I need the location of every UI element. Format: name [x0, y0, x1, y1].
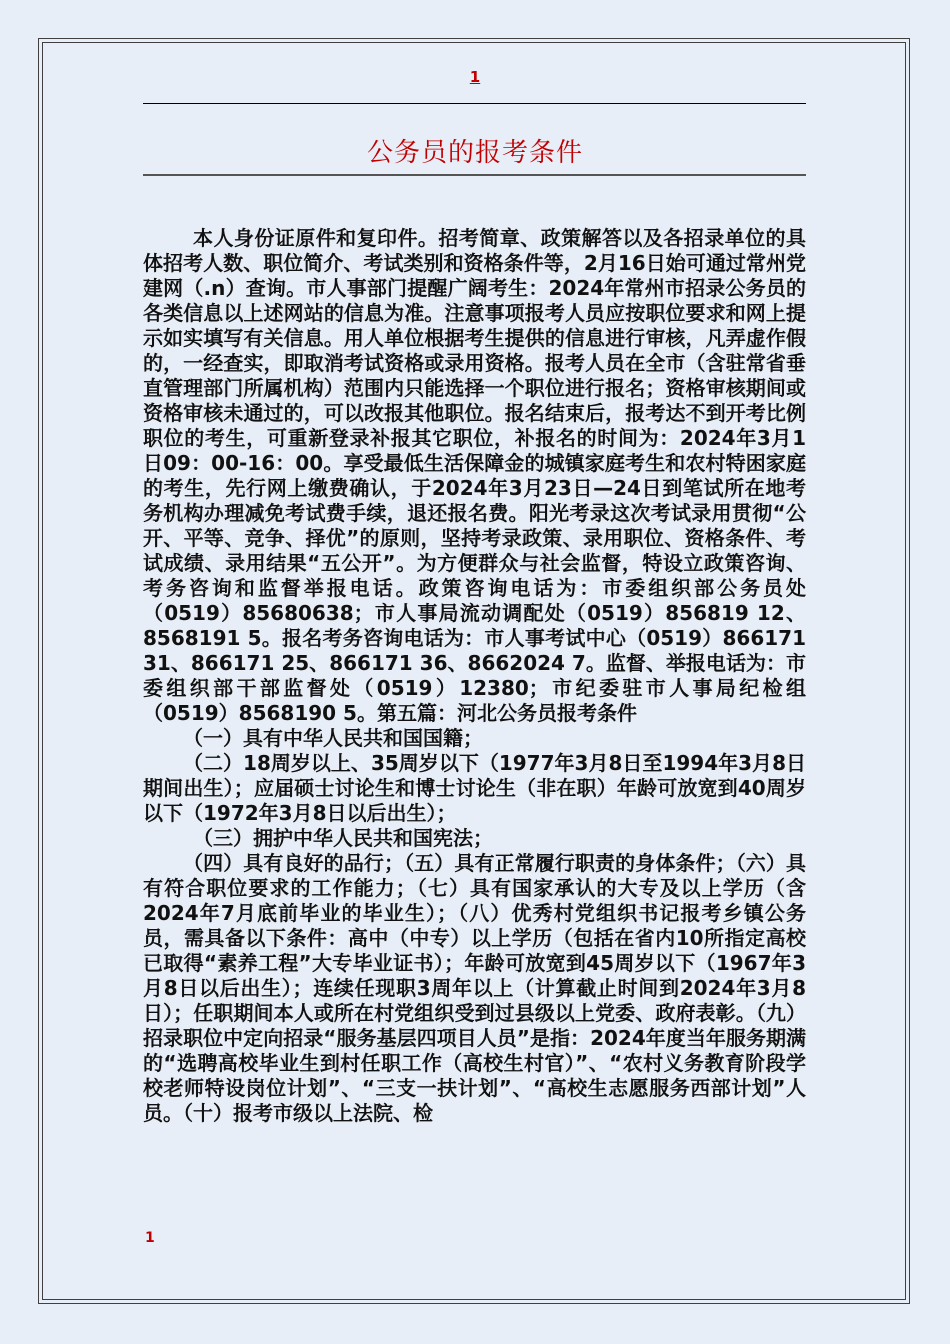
- header-divider: [143, 103, 806, 104]
- document-body: [143, 226, 806, 1226]
- header-page-number: 1: [469, 68, 481, 86]
- paragraph: （二）18周岁以上、35周岁以下（1977年3月8日至1994年3月8日期间出生）；应届硕士讨论生和博士讨论生（非在职）年龄可放宽到40周岁以下（1972年3月8日以后出生）；: [143, 751, 806, 825]
- document-title: 公务员的报考条件: [366, 138, 583, 168]
- paragraph: （四）具有良好的品行；（五）具有正常履行职责的身体条件；（六）具有符合职位要求的工作能力；（七）具有国家承认的大专及以上学历（含2024年7月底前毕业的毕业生）；（八）优秀村党组织书记报考乡镇公务员，需具备以下条件：高中（中专）以上学历（包括在省内10所指定高校已取得“素养工程”大专毕业证书）；年龄可放宽到45周岁以下（1967年3月8日以后出生）；连续任现职3周年以上（计算截止时间到2024年3月8日）；任职期间本人或所在村党组织受到过县级以上党委、政府表彰。（九）招录职位中定向招录“服务基层四项目人员”是指：2024年度当年服务期满的“选聘高校毕业生到村任职工作（高校生村官）”、“农村义务教育阶段学校老师特设岗位计划”、“三支一扶计划”、“高校生志愿服务西部计划”人员。（十）报考市级以上法院、检: [143, 851, 806, 1125]
- paragraph: 本人身份证原件和复印件。招考简章、政策解答以及各招录单位的具体招考人数、职位简介、考试类别和资格条件等，2月16日始可通过常州党建网（.n）查询。市人事部门提醒广阔考生：2024年常州市招录公务员的各类信息以上述网站的信息为准。注意事项报考人员应按职位要求和网上提示如实填写有关信息。用人单位根据考生提供的信息进行审核，凡弄虚作假的，一经查实，即取消考试资格或录用资格。报考人员在全市（含驻常省垂直管理部门所属机构）范围内只能选择一个职位进行报名；资格审核期间或资格审核未通过的，可以改报其他职位。报名结束后，报考达不到开考比例职位的考生，可重新登录补报其它职位，补报名的时间为：2024年3月1日09：00-16：00。享受最低生活保障金的城镇家庭考生和农村特困家庭的考生，先行网上缴费确认，于2024年3月23日—24日到笔试所在地考务机构办理减免考试费手续，退还报名费。阳光考录这次考试录用贯彻“公开、平等、竞争、择优”的原则，坚持考录政策、录用职位、资格条件、考试成绩、录用结果“五公开”。为方便群众与社会监督，特设立政策咨询、考务咨询和监督举报电话。政策咨询电话为：市委组织部公务员处（0519）85680638；市人事局流动调配处（0519）856819 12、8568191 5。报名考务咨询电话为：市人事考试中心（0519）866171 31、866171 25、866171 36、8662024 7。监督、举报电话为：市委组织部干部监督处（0519）12380；市纪委驻市人事局纪检组（0519）8568190 5。第五篇：河北公务员报考条件: [143, 226, 806, 725]
- paragraph: （三）拥护中华人民共和国宪法；: [193, 826, 493, 850]
- footer-page-number: 1: [145, 1230, 155, 1246]
- paragraph: （一）具有中华人民共和国国籍；: [183, 726, 483, 750]
- title-divider: [143, 174, 806, 176]
